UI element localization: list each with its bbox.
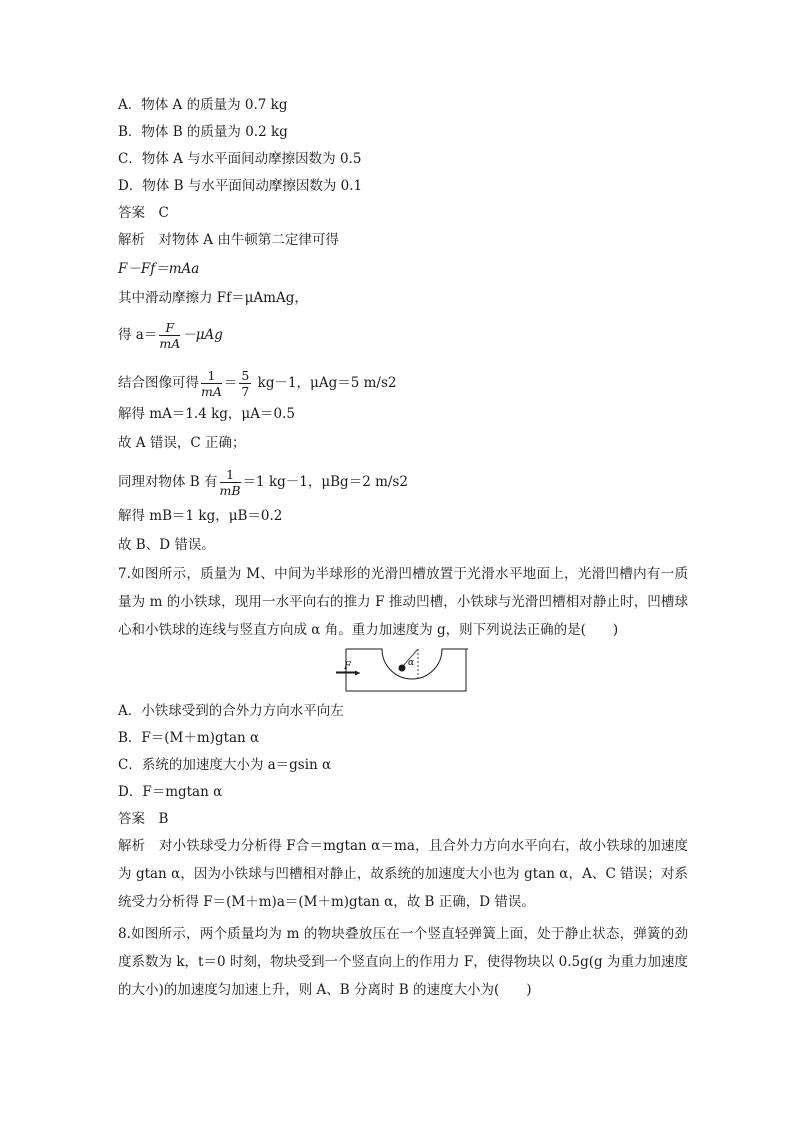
fraction: $\frac{1}{mB}$ (219, 467, 241, 498)
force-label: F (344, 661, 351, 672)
q6-equation-8: 解得 mB＝1 kg，μB＝0.2 (118, 508, 283, 524)
q8-stem: 8.如图所示，两个质量均为 m 的物块叠放压在一个竖直轻弹簧上面，处于静止状态，弹簧的劲度系数为 k，t＝0 时刻，物块受到一个竖直向上的作用力 F，使得物块以 0.5g(g 为重力加速度的大小)的加速度匀加速上升，则 A、B 分离时 B 的速度大小为( ) (118, 926, 688, 998)
q6-option-d: D．物体 B 与水平面间动摩擦因数为 0.1 (118, 178, 363, 194)
q6-equation-2: 其中滑动摩擦力 Ff＝μAmAg， (118, 290, 308, 306)
q6-equation-3: 得 a＝ $\frac{F}{mA}$ －μAg (118, 320, 223, 351)
q6-answer: 答案 C (118, 205, 169, 221)
q7-option-d: D．F＝mgtan α (118, 784, 223, 800)
q6-equation-4: 结合图像可得 $\frac{1}{mA}$ ＝ $\frac{5}{7}$ kg－1，μAg＝5 m/s2 (118, 368, 397, 399)
q7-stem: 7.如图所示，质量为 M、中间为半球形的光滑凹槽放置于光滑水平地面上，光滑凹槽内有一质量为 m 的小铁球，现用一水平向右的推力 F 推动凹槽，小铁球与光滑凹槽相对静止时，凹槽球心和小铁球的连线与竖直方向成 α 角。重力加速度为 g，则下列说法正确的是( ) (118, 566, 688, 638)
fraction: $\frac{F}{mA}$ (159, 320, 181, 351)
fraction: $\frac{5}{7}$ (241, 368, 250, 399)
q6-analysis-intro: 解析 对物体 A 由牛顿第二定律可得 (118, 232, 339, 248)
q6-equation-1: F－Ff＝mAa (118, 261, 200, 277)
fraction: $\frac{1}{mA}$ (201, 368, 222, 399)
q7-analysis: 解析 对小铁球受力分析得 F合＝mgtan α＝ma，且合外力方向水平向右，故小铁球的加速度为 gtan α，因为小铁球与凹槽相对静止，故系统的加速度大小也为 gtan α，A、C 错误；对系统受力分析得 F＝(M＋m)a＝(M＋m)gtan α，故 B 正确，D 错误。 (118, 838, 688, 910)
q7-option-b: B．F＝(M＋m)gtan α (118, 730, 260, 746)
q7-option-a: A．小铁球受到的合外力方向水平向左 (118, 703, 344, 719)
q6-equation-7: 同理对物体 B 有 $\frac{1}{mB}$ ＝1 kg－1，μBg＝2 m/s2 (118, 467, 408, 498)
q6-option-b: B．物体 B 的质量为 0.2 kg (118, 124, 288, 140)
q7-option-c: C．系统的加速度大小为 a＝gsin α (118, 757, 332, 773)
q6-option-c: C．物体 A 与水平面间动摩擦因数为 0.5 (118, 151, 362, 167)
q6-equation-6: 故 A 错误，C 正确； (118, 435, 246, 451)
force-indicator (336, 660, 364, 680)
arrowhead-icon (355, 671, 360, 676)
angle-label: α (408, 658, 415, 668)
q6-equation-5: 解得 mA＝1.4 kg，μA＝0.5 (118, 406, 295, 422)
q6-option-a: A．物体 A 的质量为 0.7 kg (118, 97, 288, 113)
q6-equation-9: 故 B、D 错误。 (118, 537, 215, 553)
iron-ball (399, 665, 406, 672)
q7-answer: 答案 B (118, 811, 169, 827)
